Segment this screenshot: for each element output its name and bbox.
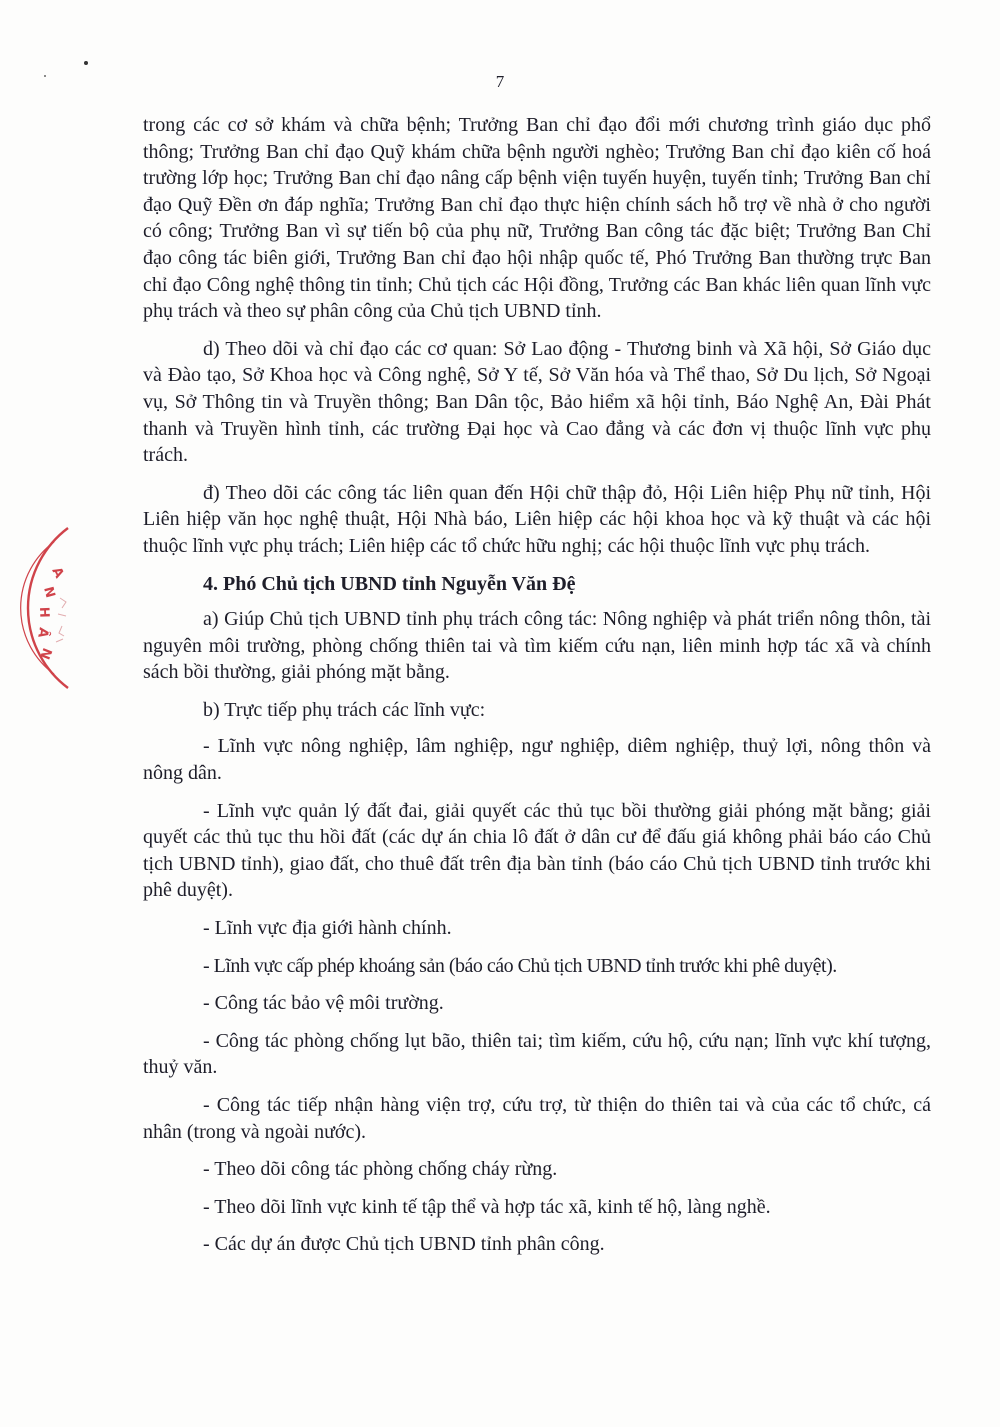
list-item: - Công tác tiếp nhận hàng viện trợ, cứu trợ, từ thiện do thiên tai và của các tổ chức, cá nhân (trong và ngoài nước). bbox=[143, 1094, 931, 1143]
list-item: - Công tác phòng chống lụt bão, thiên tai; tìm kiếm, cứu hộ, cứu nạn; lĩnh vực khí tượng, thuỷ văn. bbox=[143, 1029, 931, 1079]
list-item: - Theo dõi lĩnh vực kinh tế tập thể và hợp tác xã, kinh tế hộ, làng nghề. bbox=[203, 1195, 771, 1218]
svg-text:N: N bbox=[36, 645, 55, 662]
svg-text:A: A bbox=[48, 564, 67, 581]
paragraph-continuation: trong các cơ sở khám và chữa bệnh; Trưởng Ban chỉ đạo đổi mới chương trình giáo dục phổ thông; Trưởng Ban chỉ đạo Quỹ khám chữa bệnh người nghèo; Trưởng Ban chỉ đạo kiên cố hoá trường lớp học; Trưởng Ban chỉ đạo nâng cấp bệnh viện tuyến huyện, tuyến tỉnh; Trưởng Ban chỉ đạo Quỹ Đền ơn đáp nghĩa; Trưởng Ban chỉ đạo thực hiện chính sách hỗ trợ về nhà ở cho người có công; Trưởng Ban vì sự tiến bộ của phụ nữ, Trưởng Ban công tác đặc biệt; Trưởng Ban Chỉ đạo công tác biên giới, Trưởng Ban chỉ đạo hội nhập quốc tế, Phó Trưởng Ban thường trực Ban chỉ đạo Công nghệ thông tin tỉnh; Chủ tịch các Hội đồng, Trưởng các Ban khác liên quan lĩnh vực phụ trách và theo sự phân công của Chủ tịch UBND tỉnh. bbox=[143, 114, 931, 323]
section-heading: 4. Phó Chủ tịch UBND tỉnh Nguyễn Văn Đệ bbox=[203, 572, 576, 595]
list-item: - Các dự án được Chủ tịch UBND tỉnh phân công. bbox=[203, 1233, 605, 1256]
list-item: - Lĩnh vực nông nghiệp, lâm nghiệp, ngư nghiệp, diêm nghiệp, thuỷ lợi, nông thôn và nông dân. bbox=[143, 735, 931, 785]
list-item: - Theo dõi công tác phòng chống cháy rừng. bbox=[203, 1158, 558, 1181]
page-number: 7 bbox=[495, 72, 505, 91]
svg-text:Â: Â bbox=[34, 626, 51, 639]
svg-text:H: H bbox=[36, 606, 52, 619]
document-body bbox=[143, 112, 931, 1269]
scan-mark bbox=[84, 61, 88, 65]
list-item: - Lĩnh vực địa giới hành chính. bbox=[203, 917, 452, 940]
svg-text:N: N bbox=[40, 585, 58, 600]
paragraph-item-a: a) Giúp Chủ tịch UBND tỉnh phụ trách công tác: Nông nghiệp và phát triển nông thôn, tài nguyên môi trường, phòng chống thiên tai và tìm kiếm cứu nạn, liên minh hợp tác xã và chính sách bồi thường, giải phóng mặt bằng. bbox=[143, 608, 931, 684]
list-item: - Công tác bảo vệ môi trường. bbox=[203, 992, 444, 1015]
paragraph-item-d: d) Theo dõi và chỉ đạo các cơ quan: Sở Lao động - Thương binh và Xã hội, Sở Giáo dục và Đào tạo, Sở Khoa học và Công nghệ, Sở Y tế, Sở Văn hóa và Thể thao, Sở Du lịch, Sở Ngoại vụ, Sở Thông tin và Truyền thông; Ban Dân tộc, Bảo hiểm xã hội tỉnh, Báo Nghệ An, Đài Phát thanh và Truyền hình tỉnh, các trường Đại học và Cao đẳng và các đơn vị thuộc lĩnh vực phụ trách. bbox=[143, 337, 931, 467]
red-stamp-seal bbox=[0, 510, 100, 710]
paragraph-item-dd: đ) Theo dõi các công tác liên quan đến Hội chữ thập đỏ, Hội Liên hiệp Phụ nữ tỉnh, Hội Liên hiệp văn học nghệ thuật, Hội Nhà báo, Liên hiệp các hội khoa học và kỹ thuật và các hội thuộc lĩnh vực phụ trách; Liên hiệp các tổ chức hữu nghị; các hội thuộc lĩnh vực phụ trách. bbox=[143, 481, 931, 557]
list-item: - Lĩnh vực quản lý đất đai, giải quyết các thủ tục bồi thường giải phóng mặt bằng; giải quyết các thủ tục thu hồi đất (các dự án chia lô đất ở dân cư để đấu giá không phải báo cáo Chủ tịch UBND tỉnh), giao đất, cho thuê đất trên địa bàn tỉnh (báo cáo Chủ tịch UBND tỉnh trước khi phê duyệt). bbox=[143, 799, 931, 902]
paragraph-item-b: b) Trực tiếp phụ trách các lĩnh vực: bbox=[203, 698, 486, 721]
list-item: - Lĩnh vực cấp phép khoáng sản (báo cáo Chủ tịch UBND tỉnh trước khi phê duyệt). bbox=[203, 954, 837, 977]
